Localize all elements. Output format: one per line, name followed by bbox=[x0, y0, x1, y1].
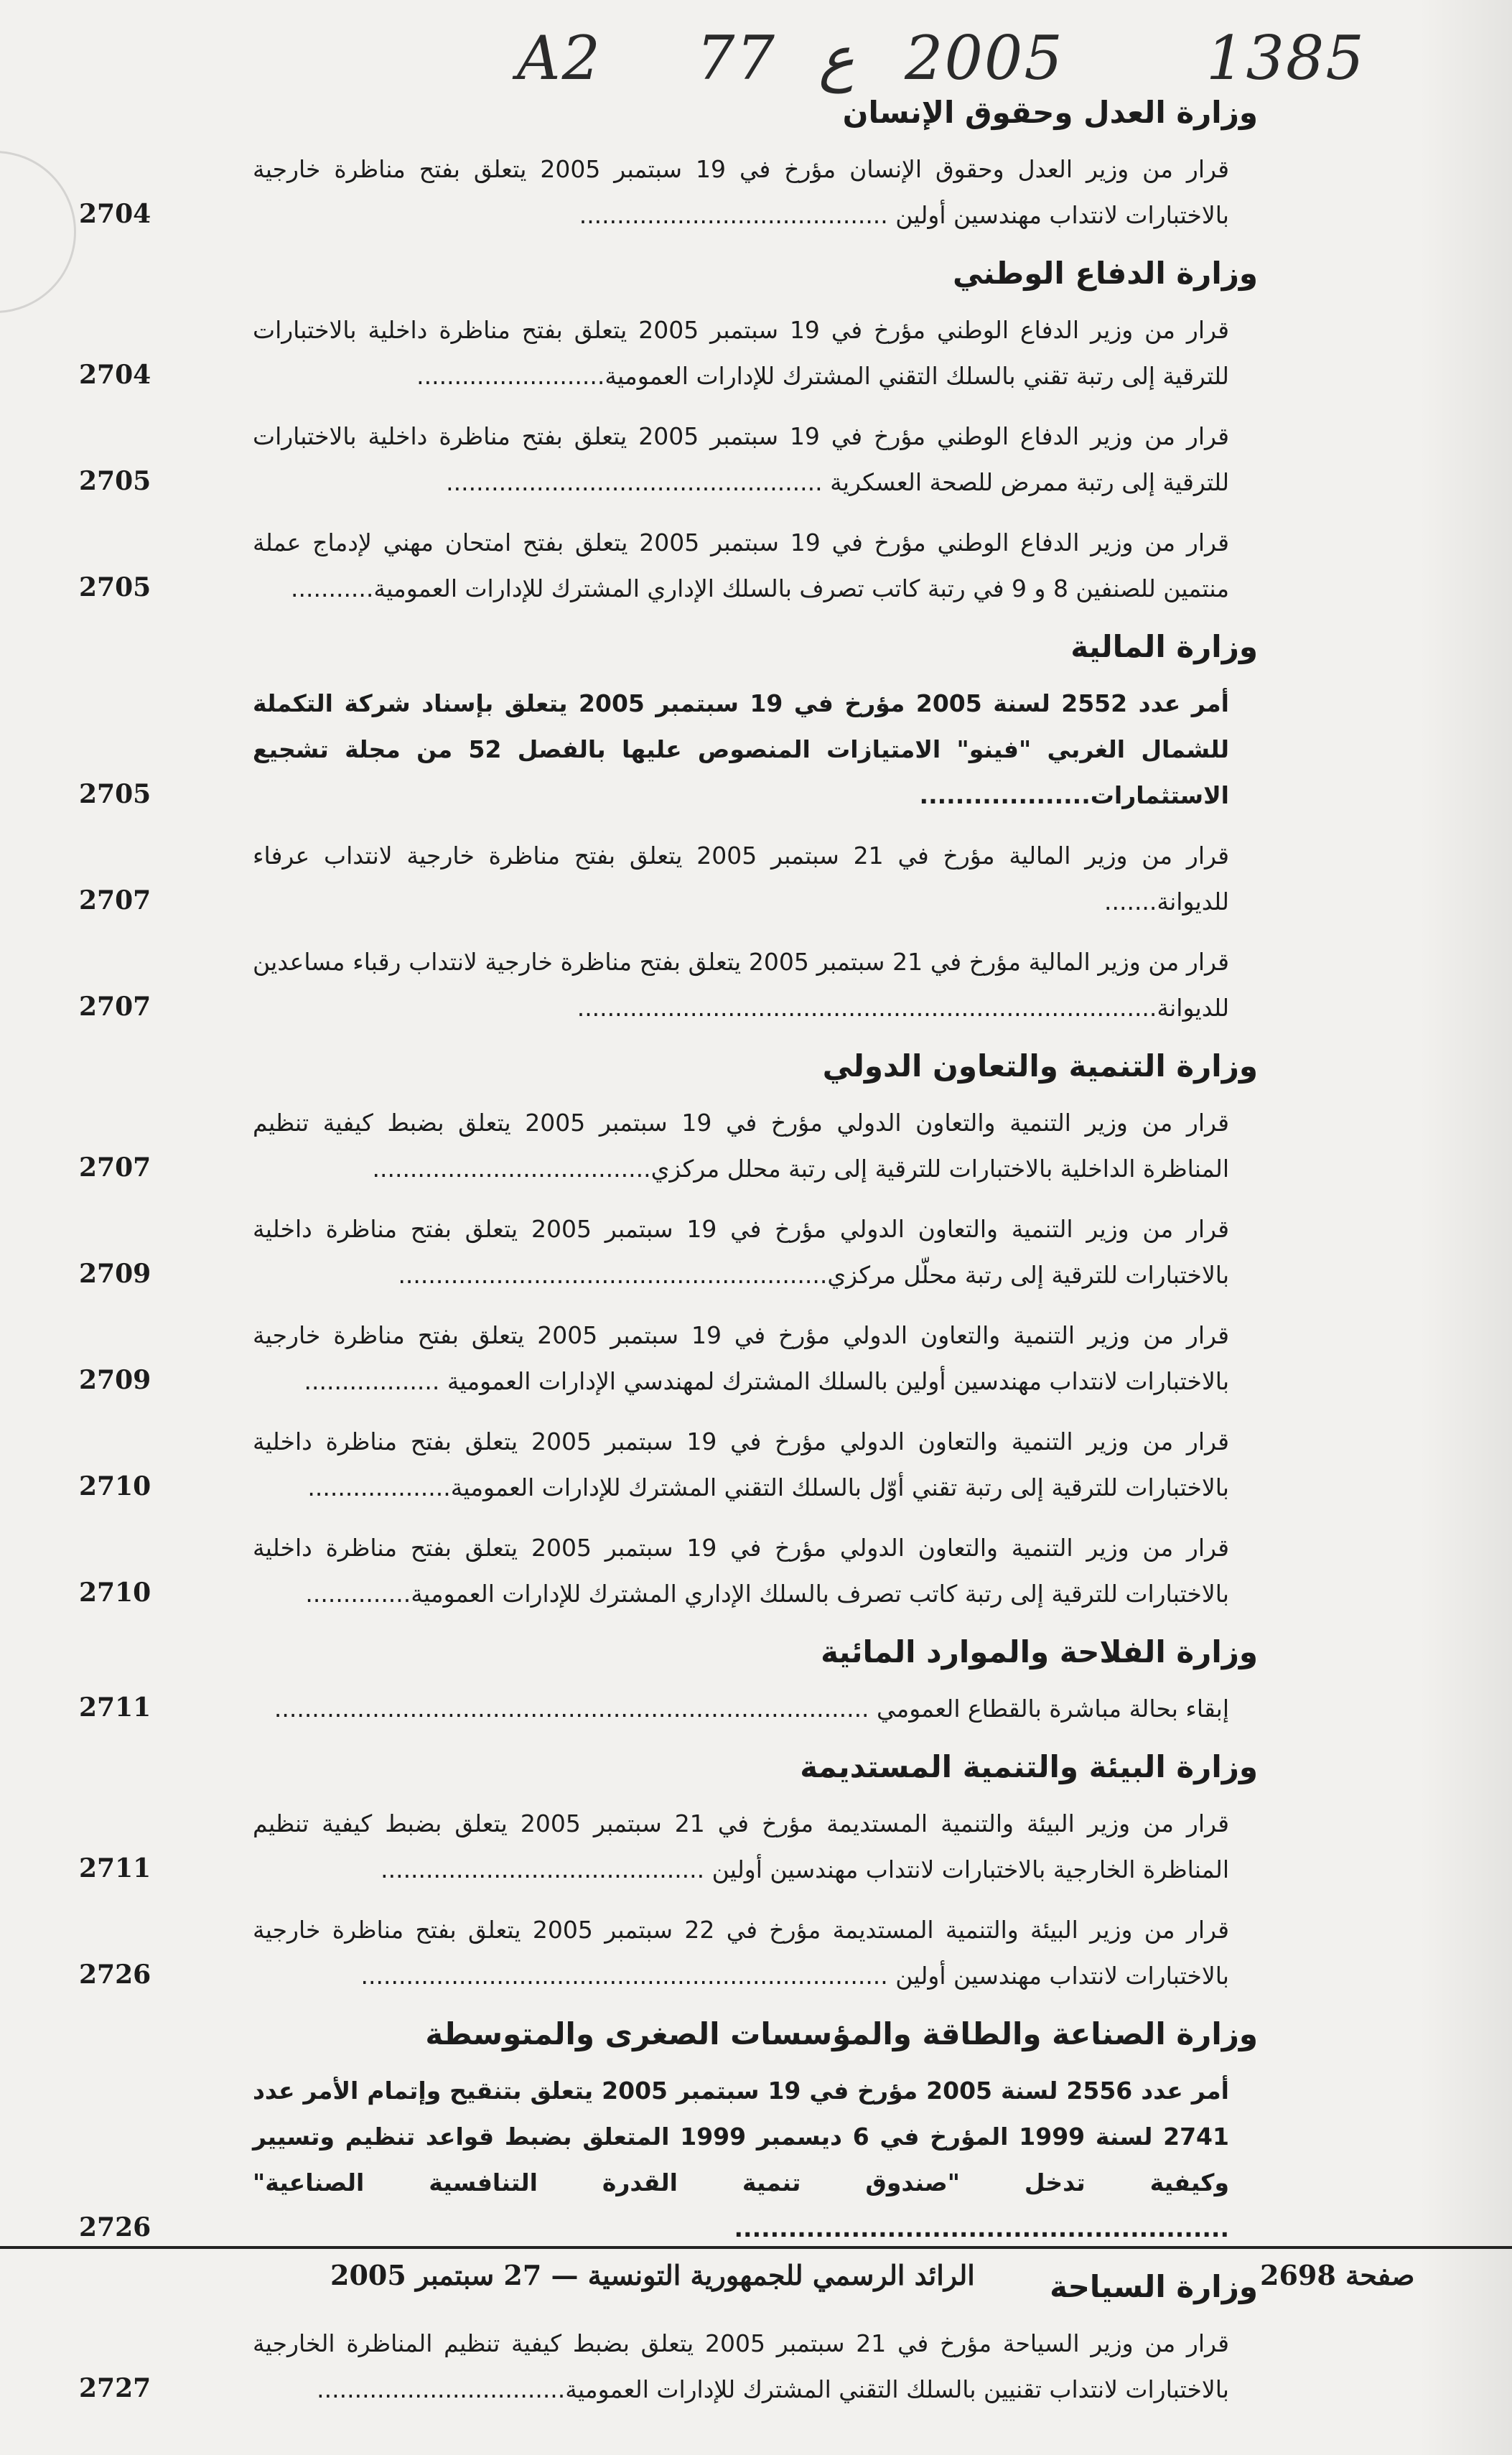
entry-text: قرار من وزير المالية مؤرخ في 21 سبتمبر 2005 يتعلق بفتح مناظرة خارجية لانتداب عرفاء للديوانة....... bbox=[253, 842, 1229, 916]
entry-text: قرار من وزير الدفاع الوطني مؤرخ في 19 سبتمبر 2005 يتعلق بفتح مناظرة داخلية بالاختبارات للترقية إلى رتبة تقني بالسلك التقني المشترك للإدارات العمومية......................... bbox=[253, 316, 1229, 390]
page-footer bbox=[0, 2253, 1512, 2303]
section-title: وزارة السياحة bbox=[1050, 2269, 1258, 2304]
toc-entry bbox=[79, 520, 1258, 612]
section-title: وزارة الفلاحة والموارد المائية bbox=[821, 1634, 1258, 1669]
section-title: وزارة الدفاع الوطني bbox=[953, 256, 1258, 291]
toc-entry bbox=[79, 833, 1258, 925]
toc-entry bbox=[79, 1313, 1258, 1404]
entry-page-number: 2710 bbox=[79, 1578, 151, 1608]
entry-text: أمر عدد 2556 لسنة 2005 مؤرخ في 19 سبتمبر 2005 يتعلق بتنقيح وإتمام الأمر عدد 2741 لسنة 1999 المؤرخ في 6 ديسمبر 1999 المتعلق بضبط قواعد تنظيم وتسيير وكيفية تدخل "صندوق تنمية القدرة التنافسية الصناعية" ....................................................... bbox=[253, 2077, 1229, 2242]
entry-page-number: 2726 bbox=[79, 2212, 151, 2242]
entry-page-number: 2727 bbox=[79, 2373, 151, 2403]
entry-page-number: 2707 bbox=[79, 1152, 151, 1183]
toc-section bbox=[79, 1045, 1258, 1617]
entry-page-number: 2707 bbox=[79, 992, 151, 1022]
toc-entry bbox=[79, 414, 1258, 506]
toc-section bbox=[79, 253, 1258, 612]
footer-publication: الرائد الرسمي للجمهورية التونسية — 27 سبتمبر 2005 bbox=[330, 2259, 975, 2291]
handwritten-note: ع bbox=[818, 23, 855, 93]
section-title: وزارة العدل وحقوق الإنسان bbox=[842, 95, 1258, 130]
toc-entry bbox=[79, 1419, 1258, 1511]
entry-page-number: 2709 bbox=[79, 1259, 151, 1289]
entry-text: قرار من وزير التنمية والتعاون الدولي مؤرخ في 19 سبتمبر 2005 يتعلق بفتح مناظرة داخلية بالاختبارات للترقية إلى رتبة محلّل مركزي......................................................... bbox=[253, 1215, 1229, 1289]
entry-text: قرار من وزير التنمية والتعاون الدولي مؤرخ في 19 سبتمبر 2005 يتعلق بفتح مناظرة داخلية بالاختبارات للترقية إلى رتبة كاتب تصرف بالسلك الإداري المشترك للإدارات العمومية.............. bbox=[253, 1534, 1229, 1608]
toc-entry bbox=[79, 1801, 1258, 1893]
entry-page-number: 2704 bbox=[79, 199, 151, 229]
table-of-contents bbox=[79, 92, 1258, 2427]
entry-page-number: 2710 bbox=[79, 1471, 151, 1501]
entry-page-number: 2705 bbox=[79, 779, 151, 809]
section-title: وزارة التنمية والتعاون الدولي bbox=[822, 1048, 1258, 1084]
toc-entry bbox=[79, 1100, 1258, 1192]
entry-text: قرار من وزير التنمية والتعاون الدولي مؤرخ في 19 سبتمبر 2005 يتعلق بضبط كيفية تنظيم المناظرة الداخلية بالاختبارات للترقية إلى رتبة محلل مركزي..................................... bbox=[253, 1109, 1229, 1183]
handwritten-note: 77 bbox=[696, 23, 776, 93]
toc-section bbox=[79, 626, 1258, 1031]
entry-text: قرار من وزير التنمية والتعاون الدولي مؤرخ في 19 سبتمبر 2005 يتعلق بفتح مناظرة خارجية بالاختبارات لانتداب مهندسين أولين بالسلك المشترك لمهندسي الإدارات العمومية .................. bbox=[253, 1321, 1229, 1395]
entry-text: قرار من وزير الدفاع الوطني مؤرخ في 19 سبتمبر 2005 يتعلق بفتح مناظرة داخلية بالاختبارات للترقية إلى رتبة ممرض للصحة العسكرية .................................................. bbox=[253, 422, 1229, 496]
handwritten-note: 1385 bbox=[1206, 23, 1366, 93]
scan-stamp-trace bbox=[0, 151, 76, 313]
toc-section bbox=[79, 1631, 1258, 1732]
handwritten-annotation bbox=[503, 14, 1364, 93]
toc-entry bbox=[79, 146, 1258, 238]
toc-section bbox=[79, 2013, 1258, 2252]
footer-page-number: صفحة 2698 bbox=[1260, 2259, 1415, 2291]
section-title: وزارة البيئة والتنمية المستديمة bbox=[800, 1749, 1258, 1784]
toc-entry bbox=[79, 1206, 1258, 1298]
handwritten-note: A2 bbox=[517, 23, 602, 93]
footer-divider bbox=[0, 2246, 1512, 2249]
entry-page-number: 2705 bbox=[79, 572, 151, 602]
entry-page-number: 2707 bbox=[79, 885, 151, 916]
toc-entry bbox=[79, 307, 1258, 399]
entry-page-number: 2709 bbox=[79, 1365, 151, 1395]
entry-page-number: 2711 bbox=[79, 1692, 151, 1723]
entry-text: قرار من وزير السياحة مؤرخ في 21 سبتمبر 2005 يتعلق بضبط كيفية تنظيم المناظرة الخارجية بالاختبارات لانتداب تقنيين بالسلك التقني المشترك للإدارات العمومية................................. bbox=[253, 2329, 1229, 2403]
toc-entry bbox=[79, 939, 1258, 1031]
toc-section bbox=[79, 92, 1258, 238]
toc-entry bbox=[79, 2068, 1258, 2252]
toc-section bbox=[79, 1746, 1258, 1999]
toc-entry bbox=[79, 1686, 1258, 1732]
entry-page-number: 2705 bbox=[79, 466, 151, 496]
entry-text: إبقاء بحالة مباشرة بالقطاع العمومي ............................................................................... bbox=[274, 1695, 1229, 1723]
entry-text: قرار من وزير التنمية والتعاون الدولي مؤرخ في 19 سبتمبر 2005 يتعلق بفتح مناظرة داخلية بالاختبارات للترقية إلى رتبة تقني أوّل بالسلك التقني المشترك للإدارات العمومية................... bbox=[253, 1427, 1229, 1501]
toc-entry bbox=[79, 1525, 1258, 1617]
entry-text: قرار من وزير المالية مؤرخ في 21 سبتمبر 2005 يتعلق بفتح مناظرة خارجية لانتداب رقباء مساعدين للديوانة............................................................................. bbox=[253, 948, 1230, 1022]
entry-page-number: 2711 bbox=[79, 1853, 151, 1883]
toc-entry bbox=[79, 1907, 1258, 1999]
entry-text: قرار من وزير البيئة والتنمية المستديمة مؤرخ في 22 سبتمبر 2005 يتعلق بفتح مناظرة خارجية بالاختبارات لانتداب مهندسين أولين ...................................................................... bbox=[253, 1916, 1229, 1990]
entry-text: قرار من وزير البيئة والتنمية المستديمة مؤرخ في 21 سبتمبر 2005 يتعلق بضبط كيفية تنظيم المناظرة الخارجية بالاختبارات لانتداب مهندسين أولين ........................................... bbox=[253, 1809, 1230, 1883]
entry-text: قرار من وزير الدفاع الوطني مؤرخ في 19 سبتمبر 2005 يتعلق بفتح امتحان مهني لإدماج عملة منتمين للصنفين 8 و 9 في رتبة كاتب تصرف بالسلك الإداري المشترك للإدارات العمومية........... bbox=[253, 528, 1229, 602]
toc-entry bbox=[79, 2321, 1258, 2413]
scan-shadow bbox=[1419, 0, 1512, 2455]
handwritten-note: 2005 bbox=[905, 23, 1064, 93]
entry-page-number: 2726 bbox=[79, 1960, 151, 1990]
section-title: وزارة المالية bbox=[1070, 629, 1258, 664]
entry-text: أمر عدد 2552 لسنة 2005 مؤرخ في 19 سبتمبر 2005 يتعلق بإسناد شركة التكملة للشمال الغربي "فينو" الامتيازات المنصوص عليها بالفصل 52 من مجلة تشجيع الاستثمارات................... bbox=[253, 689, 1230, 809]
entry-page-number: 2704 bbox=[79, 360, 151, 390]
entry-text: قرار من وزير العدل وحقوق الإنسان مؤرخ في 19 سبتمبر 2005 يتعلق بفتح مناظرة خارجية بالاختبارات لانتداب مهندسين أولين ......................................... bbox=[253, 155, 1229, 229]
section-title: وزارة الصناعة والطاقة والمؤسسات الصغرى والمتوسطة bbox=[425, 2016, 1258, 2051]
toc-entry bbox=[79, 681, 1258, 819]
